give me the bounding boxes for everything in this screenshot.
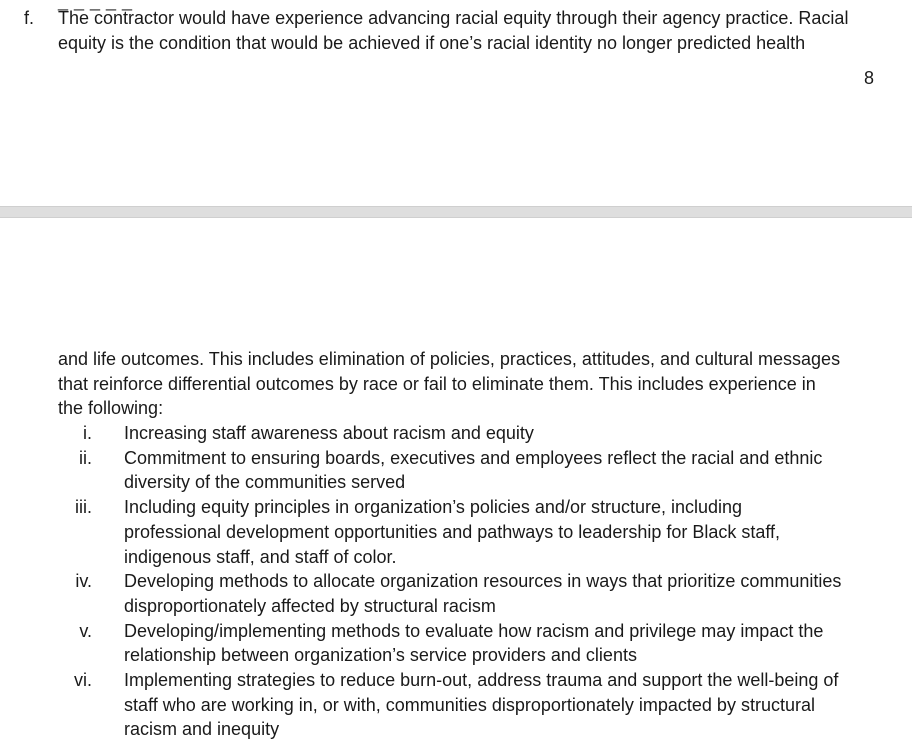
list-item[interactable] bbox=[0, 569, 912, 618]
list-item-marker: v. bbox=[79, 620, 92, 641]
text-line: equity is the condition that would be achieved if one’s racial identity no longer predicted health bbox=[58, 32, 806, 53]
list-item[interactable] bbox=[0, 495, 912, 569]
list-item-marker: f. bbox=[24, 8, 35, 28]
text-line: Developing methods to allocate organization resources in ways that prioritize communities bbox=[124, 571, 842, 592]
paragraph-continuation[interactable] bbox=[58, 347, 898, 421]
list-item-text bbox=[124, 569, 904, 618]
text-line: Increasing staff awareness about racism and equity bbox=[124, 423, 534, 443]
page-break-separator bbox=[0, 206, 912, 218]
list-item-text bbox=[124, 446, 904, 495]
roman-numeral-list bbox=[0, 421, 912, 742]
text-line: and life outcomes. This includes elimination of policies, practices, attitudes, and cultural messages bbox=[58, 349, 841, 369]
list-item-text bbox=[124, 668, 904, 742]
text-line: Commitment to ensuring boards, executives and employees reflect the racial and ethnic bbox=[124, 447, 823, 468]
text-line: Developing/implementing methods to evaluate how racism and privilege may impact the bbox=[124, 620, 824, 641]
clipped-previous-line: _ _ _ _ _ bbox=[58, 0, 133, 11]
list-item[interactable] bbox=[0, 619, 912, 668]
text-line: the following: bbox=[58, 398, 164, 419]
paragraph-item-f[interactable] bbox=[58, 6, 898, 55]
list-item-marker: iii. bbox=[75, 497, 92, 518]
text-line: relationship between organization’s service providers and clients bbox=[124, 645, 637, 666]
text-line: professional development opportunities and pathways to leadership for Black staff, bbox=[124, 521, 781, 542]
text-line: Including equity principles in organization’s policies and/or structure, including bbox=[124, 497, 743, 518]
text-line: Implementing strategies to reduce burn-out, address trauma and support the well-being of bbox=[124, 670, 839, 691]
page-number: 8 bbox=[863, 68, 874, 88]
list-item-marker: ii. bbox=[79, 447, 92, 468]
text-line: that reinforce differential outcomes by race or fail to eliminate them. This includes experience in bbox=[58, 373, 816, 394]
list-item-marker: iv. bbox=[75, 571, 92, 592]
list-item-text bbox=[124, 495, 904, 569]
list-item[interactable] bbox=[0, 446, 912, 495]
list-item-marker: i. bbox=[83, 423, 92, 443]
document-page-top bbox=[0, 0, 912, 206]
list-item-text bbox=[124, 619, 904, 668]
text-line: The contractor would have experience advancing racial equity through their agency practice. Racial bbox=[58, 8, 849, 28]
text-line: diversity of the communities served bbox=[124, 472, 406, 493]
text-line: racism and inequity bbox=[124, 719, 280, 740]
list-item[interactable] bbox=[0, 668, 912, 742]
document-page-bottom bbox=[0, 218, 912, 750]
text-line: indigenous staff, and staff of color. bbox=[124, 546, 397, 567]
text-line: staff who are working in, or with, communities disproportionately impacted by structural bbox=[124, 694, 815, 715]
text-line: disproportionately affected by structural racism bbox=[124, 595, 496, 616]
list-item-text bbox=[124, 421, 904, 446]
list-item-marker: vi. bbox=[74, 670, 92, 691]
list-item[interactable] bbox=[0, 421, 912, 446]
